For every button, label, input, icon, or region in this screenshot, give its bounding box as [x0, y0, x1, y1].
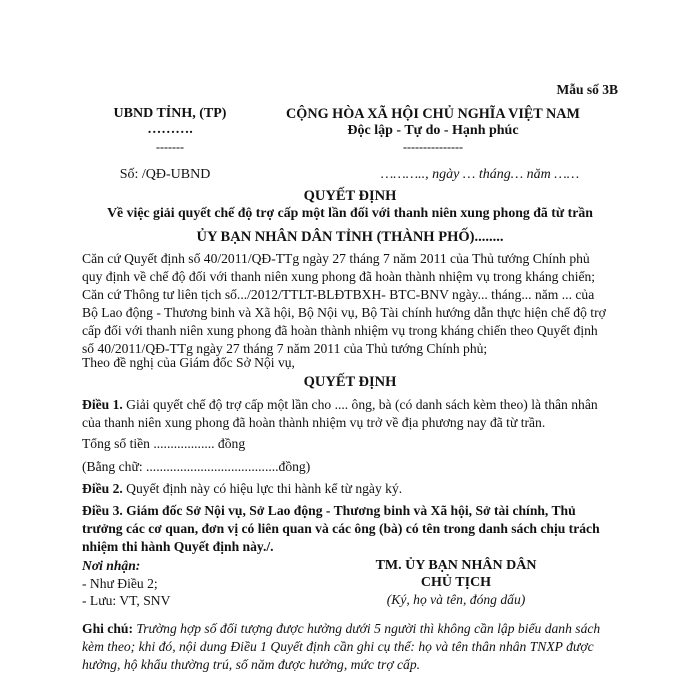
- preamble-line: Căn cứ Thông tư liên tịch số.../2012/TTLT-BLĐTBXH- BTC-BNV ngày... tháng... năm ... của: [82, 287, 595, 302]
- signature-position: CHỦ TỊCH: [420, 575, 492, 590]
- article-2-label: Điều 2.: [82, 481, 123, 496]
- proposal-line: Theo đề nghị của Giám đốc Sở Nội vụ,: [82, 355, 295, 370]
- national-motto: Độc lập - Tự do - Hạnh phúc: [347, 123, 519, 138]
- signature-note: (Ký, họ và tên, đóng dấu): [386, 592, 526, 607]
- motto-divider: ---------------: [403, 140, 463, 154]
- article-1: [82, 396, 618, 432]
- decision-title: QUYẾT ĐỊNH: [303, 188, 397, 204]
- total-amount: Tổng số tiền .................. đồng: [82, 436, 246, 451]
- amount-in-words: (Bằng chữ: .......................................đồng): [82, 459, 311, 474]
- footnote: [82, 620, 618, 674]
- issuing-org-divider: -------: [156, 140, 184, 154]
- preamble-line: số 40/2011/QĐ-TTg ngày 27 tháng 7 năm 2011 của Thủ tướng Chính phủ;: [82, 341, 488, 356]
- preamble-line: quy định về chế độ đối với thanh niên xung phong đã hoàn thành nhiệm vụ trong kháng chiến;: [82, 269, 596, 284]
- preamble: [82, 250, 618, 358]
- article-3-line: nhiệm thi hành Quyết định này./.: [82, 539, 274, 554]
- preamble-line: Bộ Lao động - Thương binh và Xã hội, Bộ Nội vụ, Bộ Tài chính hướng dẫn thực hiện chế độ trợ: [82, 305, 606, 320]
- recipients-label: Nơi nhận:: [82, 558, 141, 573]
- decision-number: Số: /QĐ-UBND: [119, 167, 211, 182]
- nation-name: CỘNG HÒA XÃ HỘI CHỦ NGHĨA VIỆT NAM: [286, 106, 580, 122]
- article-2: [82, 481, 402, 497]
- article-3: [82, 502, 618, 556]
- issuing-authority: ỦY BẠN NHÂN DÂN TỈNH (THÀNH PHỐ)........: [196, 229, 504, 245]
- article-1-text: Giải quyết chế độ trợ cấp một lần cho .... ông, bà (có danh sách kèm theo) là thân nhân: [122, 397, 598, 412]
- article-1-label: Điều 1.: [82, 397, 123, 412]
- decision-subject: Về việc giải quyết chế độ trợ cấp một lần đối với thanh niên xung phong đã từ trần: [107, 205, 593, 220]
- place-date: ……….., ngày … tháng… năm ……: [380, 167, 580, 182]
- preamble-line: Căn cứ Quyết định số 40/2011/QĐ-TTg ngày 27 tháng 7 năm 2011 của Thủ tướng Chính phủ: [82, 251, 590, 266]
- footnote-text: Trường hợp số đối tượng được hưởng dưới 5 người thì không cần lập biểu danh sách: [133, 621, 601, 636]
- preamble-line: cấp đối với thanh niên xung phong đã hoàn thành nhiệm vụ trong kháng chiến theo Quyết định: [82, 323, 598, 338]
- decide-heading: QUYẾT ĐỊNH: [303, 374, 397, 390]
- recipient-item: - Lưu: VT, SNV: [82, 593, 171, 608]
- footnote-text-3: hưởng, hộ khẩu thường trú, số năm được hưởng, mức trợ cấp.: [82, 657, 421, 672]
- article-3-line: Điều 3. Giám đốc Sở Nội vụ, Sở Lao động - Thương binh và Xã hội, Sở tài chính, Thủ: [82, 503, 576, 518]
- recipient-item: - Như Điều 2;: [82, 576, 158, 591]
- article-1-text-2: của thanh niên xung phong đã hoàn thành nhiệm vụ trở về địa phương nay đã từ trần.: [82, 415, 546, 430]
- issuing-org-dots: ……….: [147, 122, 193, 137]
- article-3-line: trưởng các cơ quan, đơn vị có liên quan và các ông (bà) có tên trong danh sách chịu trách: [82, 521, 600, 536]
- form-number: Mẫu số 3B: [556, 82, 618, 97]
- footnote-label: Ghi chú:: [82, 621, 133, 636]
- signature-on-behalf: TM. ỦY BẠN NHÂN DÂN: [375, 558, 537, 573]
- article-2-text: Quyết định này có hiệu lực thi hành kể từ ngày ký.: [122, 481, 403, 496]
- issuing-org: UBND TỈNH, (TP): [113, 106, 227, 121]
- footnote-text-2: kèm theo; khi đó, nội dung Điều 1 Quyết định cần ghi cụ thể: họ và tên thân nhân TNXP được: [82, 639, 594, 654]
